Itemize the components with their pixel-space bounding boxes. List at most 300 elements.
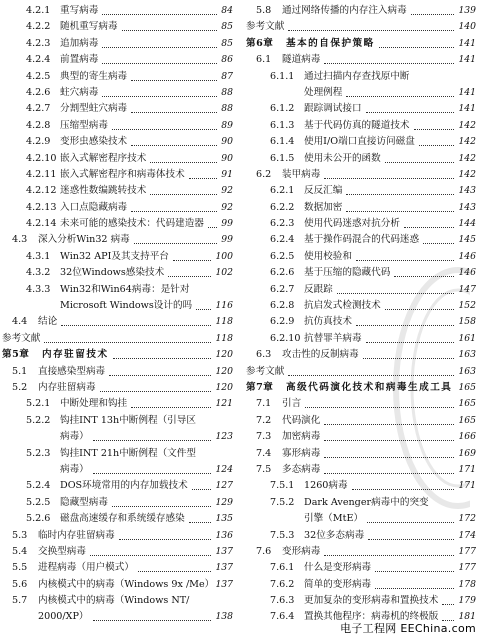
toc-entry-page: 89 xyxy=(221,119,233,131)
toc-entry-page: 123 xyxy=(215,431,233,443)
dot-leader xyxy=(102,85,217,97)
toc-entry-title: 磁盘高速缓存和系统缓存感染 xyxy=(60,513,185,525)
toc-entry-page: 171 xyxy=(458,463,476,475)
toc-entry-number: 4.2.10 xyxy=(26,152,57,164)
toc-entry-number: 4.2.2 xyxy=(26,21,51,33)
toc-entry-title: 数据加密 xyxy=(304,201,343,213)
toc-entry-title: 前置病毒 xyxy=(60,54,99,66)
toc-entry xyxy=(2,380,233,396)
toc-entry-page: 140 xyxy=(458,21,476,33)
toc-entry-title: 2000/XP） xyxy=(38,611,89,623)
dot-leader xyxy=(385,151,454,163)
toc-entry xyxy=(2,101,233,117)
dot-leader xyxy=(368,528,454,540)
toc-entry xyxy=(2,3,233,19)
dot-leader xyxy=(61,314,211,326)
toc-entry-page: 120 xyxy=(215,349,233,361)
dot-leader xyxy=(324,446,454,458)
toc-entry-title: 反反汇编 xyxy=(304,185,343,197)
toc-entry xyxy=(246,200,476,216)
dot-leader xyxy=(109,364,211,376)
dot-leader xyxy=(134,232,217,244)
toc-entry-number: 5.2.5 xyxy=(26,496,51,508)
toc-entry-number: 5.2 xyxy=(12,381,28,393)
toc-entry-title: 结论 xyxy=(38,316,58,328)
toc-entry-number: 6.2.5 xyxy=(270,250,295,262)
toc-entry-number: 4.3 xyxy=(12,234,28,246)
toc-entry-page: 144 xyxy=(458,218,476,230)
dot-leader xyxy=(423,232,454,244)
dot-leader xyxy=(102,52,217,64)
toc-entry-page: 152 xyxy=(458,300,476,312)
toc-entry xyxy=(2,560,233,576)
toc-entry-title: 内核模式中的病毒（Windows 9x /Me） xyxy=(38,578,215,590)
toc-entry-page: 120 xyxy=(215,381,233,393)
toc-entry-number: 7.5 xyxy=(256,463,272,475)
toc-entry-number: 4.2.3 xyxy=(26,37,51,49)
toc-entry-number: 5.2.1 xyxy=(26,398,51,410)
toc-entry-title: 重写病毒 xyxy=(60,5,99,16)
dot-leader xyxy=(93,429,211,441)
toc-entry xyxy=(2,282,233,298)
toc-entry-page: 90 xyxy=(221,152,233,164)
toc-entry-title: 32位Windows感染技术 xyxy=(60,267,165,279)
toc-entry-page: 118 xyxy=(215,332,233,344)
toc-entry-title: DOS环境常用的内存加载技术 xyxy=(60,480,188,492)
dot-leader xyxy=(356,314,454,326)
toc-entry-number: 6.1 xyxy=(256,54,272,66)
toc-entry xyxy=(2,19,233,35)
toc-entry-page: 177 xyxy=(458,545,476,557)
toc-entry-number: 4.2.14 xyxy=(26,218,57,230)
toc-entry-page: 166 xyxy=(458,431,476,443)
chapter-title: 内存驻留技术 xyxy=(42,349,109,361)
toc-entry-title: 进程病毒（用户模式） xyxy=(38,562,134,574)
toc-entry-page: 99 xyxy=(221,234,233,246)
dot-leader xyxy=(375,560,454,572)
toc-entry-title: 参考文献 xyxy=(246,21,285,33)
toc-entry-page: 135 xyxy=(215,513,233,525)
dot-leader xyxy=(411,3,454,15)
dot-leader xyxy=(102,3,217,15)
toc-entry-title: 变形虫感染技术 xyxy=(60,136,128,148)
toc-entry xyxy=(246,347,476,363)
toc-entry-number: 4.2.7 xyxy=(26,103,51,115)
dot-leader xyxy=(337,282,454,294)
toc-entry-title: 分割型蛀穴病毒 xyxy=(60,103,128,115)
toc-entry xyxy=(2,495,233,511)
toc-entry-title: 使用校验和 xyxy=(304,250,352,262)
toc-entry-title: 寡形病毒 xyxy=(282,447,321,459)
toc-entry-number: 7.5.1 xyxy=(270,480,295,492)
toc-entry xyxy=(246,364,476,380)
toc-entry-number: 7.6.2 xyxy=(270,578,295,590)
toc-entry-page: 118 xyxy=(215,316,233,328)
toc-entry xyxy=(246,249,476,265)
dot-leader xyxy=(192,478,211,490)
toc-entry-title: 使用未公开的函数 xyxy=(304,152,381,164)
toc-entry-page: 142 xyxy=(458,136,476,148)
toc-entry-number: 4.2.11 xyxy=(26,168,57,180)
chapter-title: 高级代码演化技术和病毒生成工具 xyxy=(286,381,453,393)
toc-entry-page: 99 xyxy=(221,218,233,230)
toc-entry-page: 136 xyxy=(215,529,233,541)
toc-entry-page: 92 xyxy=(221,201,233,213)
dot-leader xyxy=(356,249,454,261)
toc-entry-number: 5.2.4 xyxy=(26,480,51,492)
dot-leader xyxy=(119,528,211,540)
toc-entry-page: 84 xyxy=(221,5,233,16)
dot-leader xyxy=(346,85,454,97)
toc-entry xyxy=(246,380,476,396)
toc-entry-page: 139 xyxy=(458,5,476,16)
toc-entry xyxy=(2,429,233,445)
toc-entry-number: 7.3 xyxy=(256,431,272,443)
dot-leader xyxy=(113,347,211,359)
toc-entry xyxy=(2,183,233,199)
toc-entry xyxy=(2,462,233,478)
dot-leader xyxy=(189,167,217,179)
dot-leader xyxy=(173,249,211,261)
toc-entry-page: 171 xyxy=(458,480,476,492)
toc-entry xyxy=(2,331,233,347)
toc-entry-number: 6.2 xyxy=(256,168,272,180)
toc-entry-page: 137 xyxy=(215,562,233,574)
toc-entry-page: 165 xyxy=(458,398,476,410)
toc-entry-title: 跟踪调试接口 xyxy=(304,103,362,115)
toc-entry-page: 100 xyxy=(215,250,233,262)
toc-entry-page: 142 xyxy=(458,119,476,131)
toc-entry-title: 1260病毒 xyxy=(304,480,348,492)
toc-entry-title: 临时内存驻留病毒 xyxy=(38,529,115,541)
dot-leader xyxy=(324,413,454,425)
toc-entry xyxy=(2,69,233,85)
dot-leader xyxy=(150,183,217,195)
toc-entry-number: 4.3.2 xyxy=(26,267,51,279)
toc-entry-page: 147 xyxy=(458,283,476,295)
toc-entry-title: 使用I/O端口直接访问磁盘 xyxy=(304,136,415,148)
dot-leader xyxy=(414,118,454,130)
toc-entry-number: 5.4 xyxy=(12,545,28,557)
toc-entry xyxy=(246,85,476,101)
dot-leader xyxy=(90,544,211,556)
toc-entry xyxy=(246,446,476,462)
toc-entry xyxy=(2,593,233,609)
dot-leader xyxy=(346,200,454,212)
toc-entry-title: 深入分析Win32 病毒 xyxy=(38,234,130,246)
toc-entry-number: 7.4 xyxy=(256,447,272,459)
dot-leader xyxy=(131,134,217,146)
toc-entry-page: 169 xyxy=(458,447,476,459)
toc-entry-page: 141 xyxy=(458,103,476,115)
toc-entry-title: Dark Avenger病毒中的突变 xyxy=(304,496,429,508)
toc-entry-page: 143 xyxy=(458,201,476,213)
toc-entry-title: 中断处理和钩挂 xyxy=(60,398,128,410)
toc-entry-title: 抗替罪羊病毒 xyxy=(304,332,362,344)
toc-entry-page: 165 xyxy=(458,414,476,426)
toc-entry xyxy=(2,249,233,265)
toc-entry-page: 141 xyxy=(458,86,476,98)
toc-entry xyxy=(246,429,476,445)
toc-entry-title: Microsoft Windows设计的吗 xyxy=(60,300,193,312)
toc-entry xyxy=(2,52,233,68)
toc-entry xyxy=(246,232,476,248)
toc-entry xyxy=(246,52,476,68)
toc-entry-title: 简单的变形病毒 xyxy=(304,578,372,590)
dot-leader xyxy=(112,495,211,507)
toc-entry xyxy=(246,101,476,117)
toc-entry-number: 6.2.9 xyxy=(270,316,295,328)
dot-leader xyxy=(404,216,454,228)
toc-entry-number: 6.2.7 xyxy=(270,283,295,295)
toc-entry xyxy=(246,314,476,330)
toc-entry xyxy=(246,282,476,298)
toc-entry-title: 通过网络传播的内存注入病毒 xyxy=(282,5,407,16)
dot-leader xyxy=(352,478,454,490)
toc-entry-page: 137 xyxy=(215,545,233,557)
toc-entry xyxy=(2,511,233,527)
toc-entry-number: 6.2.8 xyxy=(270,300,295,312)
toc-entry-number: 4.2.5 xyxy=(26,70,51,82)
toc-entry-number: 6.2.10 xyxy=(270,332,301,344)
toc-entry-title: 病毒） xyxy=(60,431,89,443)
toc-entry xyxy=(2,413,233,429)
toc-entry-page: 181 xyxy=(458,611,476,623)
toc-entry-page: 87 xyxy=(221,70,233,82)
toc-entry-number: 7.6 xyxy=(256,545,272,557)
toc-entry-page: 129 xyxy=(215,496,233,508)
toc-entry-title: 反跟踪 xyxy=(304,283,333,295)
toc-entry-number: 6.1.5 xyxy=(270,152,295,164)
toc-entry-page: 85 xyxy=(221,37,233,49)
dot-leader xyxy=(305,396,454,408)
dot-leader xyxy=(93,462,211,474)
toc-entry xyxy=(246,478,476,494)
toc-entry-title: 什么是变形病毒 xyxy=(304,562,372,574)
dot-leader xyxy=(131,396,211,408)
dot-leader xyxy=(131,200,217,212)
toc-right-column xyxy=(246,3,476,626)
toc-entry xyxy=(246,298,476,314)
toc-entry-title: Win32 API及其支持平台 xyxy=(60,250,169,262)
toc-entry xyxy=(2,232,233,248)
toc-entry-title: 更加复杂的变形病毒和置换技术 xyxy=(304,595,439,607)
toc-entry-title: 蛀穴病毒 xyxy=(60,86,99,98)
dot-leader xyxy=(324,429,454,441)
toc-entry-page: 127 xyxy=(215,480,233,492)
toc-entry xyxy=(246,593,476,609)
toc-entry xyxy=(246,134,476,150)
dot-leader xyxy=(93,609,211,621)
toc-entry-title: 多态病毒 xyxy=(282,463,321,475)
toc-entry-title: 引言 xyxy=(282,398,302,410)
toc-entry-number: 第6章 xyxy=(246,37,274,49)
toc-entry-title: 基于操作码混合的代码迷惑 xyxy=(304,234,420,246)
toc-entry xyxy=(2,577,233,593)
toc-entry-page: 141 xyxy=(458,37,476,49)
dot-leader xyxy=(44,331,211,343)
toc-entry-page: 174 xyxy=(458,529,476,541)
toc-entry-page: 90 xyxy=(221,136,233,148)
site-watermark: 电子工程网 EEChina.com xyxy=(340,622,476,635)
toc-entry-page: 172 xyxy=(458,513,476,525)
toc-entry xyxy=(2,216,233,232)
toc-entry-number: 7.5.3 xyxy=(270,529,295,541)
toc-entry-page: 85 xyxy=(221,21,233,33)
toc-entry-title: 参考文献 xyxy=(2,332,41,344)
toc-entry-page: 137 xyxy=(215,578,233,590)
toc-entry xyxy=(246,396,476,412)
toc-entry xyxy=(246,183,476,199)
toc-entry xyxy=(246,265,476,281)
toc-entry-title: 嵌入式解密程序技术 xyxy=(60,152,147,164)
toc-entry-number: 7.5.2 xyxy=(270,496,295,508)
toc-entry xyxy=(246,495,476,511)
toc-entry-number: 第7章 xyxy=(246,381,274,393)
toc-entry-page: 163 xyxy=(458,349,476,361)
dot-leader xyxy=(363,347,454,359)
toc-entry-title: 变形病毒 xyxy=(282,545,321,557)
toc-entry-number: 6.2.6 xyxy=(270,267,295,279)
toc-entry-number: 4.2.13 xyxy=(26,201,57,213)
toc-entry-page: 138 xyxy=(215,611,233,623)
toc-entry-page: 146 xyxy=(458,250,476,262)
toc-entry-title: 基于压缩的隐藏代码 xyxy=(304,267,391,279)
dot-leader xyxy=(385,298,454,310)
toc-entry-title: 引擎（MtE） xyxy=(304,513,364,525)
toc-entry xyxy=(2,396,233,412)
toc-entry xyxy=(246,3,476,19)
toc-entry-number: 4.2.8 xyxy=(26,119,51,131)
toc-entry xyxy=(2,347,233,363)
dot-leader xyxy=(189,511,211,523)
toc-entry-number: 7.6.3 xyxy=(270,595,295,607)
toc-entry-title: 内存驻留病毒 xyxy=(38,381,96,393)
toc-entry-title: 钩挂INT 21h中断例程（文件型 xyxy=(60,447,196,459)
dot-leader xyxy=(102,36,217,48)
toc-entry-title: 基于代码仿真的隧道技术 xyxy=(304,119,410,131)
toc-entry-page: 178 xyxy=(458,578,476,590)
toc-entry-page: 158 xyxy=(458,316,476,328)
toc-entry xyxy=(2,151,233,167)
toc-entry-title: 病毒） xyxy=(60,463,89,475)
toc-entry-number: 5.8 xyxy=(256,5,272,16)
toc-entry xyxy=(2,36,233,52)
toc-entry-number: 4.2.4 xyxy=(26,54,51,66)
toc-entry-title: 32位多态病毒 xyxy=(304,529,365,541)
toc-entry xyxy=(246,167,476,183)
toc-entry xyxy=(2,609,233,625)
dot-leader xyxy=(367,511,454,523)
toc-entry-number: 6.1.2 xyxy=(270,103,295,115)
dot-leader xyxy=(168,265,211,277)
toc-entry-number: 7.6.1 xyxy=(270,562,295,574)
toc-entry-number: 6.2.2 xyxy=(270,201,295,213)
chapter-title: 基本的自保护策略 xyxy=(286,37,375,49)
toc-entry-number: 6.1.4 xyxy=(270,136,295,148)
toc-entry-title: 钩挂INT 13h中断例程（引导区 xyxy=(60,414,196,426)
toc-entry-page: 143 xyxy=(458,185,476,197)
toc-entry-title: 加密病毒 xyxy=(282,431,321,443)
toc-entry-number: 4.2.9 xyxy=(26,136,51,148)
toc-entry-page: 161 xyxy=(458,332,476,344)
toc-entry-title: 装甲病毒 xyxy=(282,168,321,180)
dot-leader xyxy=(324,167,454,179)
toc-entry-title: Win32和Win64病毒：是针对 xyxy=(60,283,190,295)
dot-leader xyxy=(131,101,217,113)
toc-entry-title: 随机重写病毒 xyxy=(60,21,118,33)
toc-entry-page: 124 xyxy=(215,463,233,475)
dot-leader xyxy=(375,577,454,589)
toc-entry-number: 5.5 xyxy=(12,562,28,574)
toc-entry-title: 迷惑性数编跳转技术 xyxy=(60,185,147,197)
toc-entry-number: 7.1 xyxy=(256,398,272,410)
toc-entry-page: 120 xyxy=(215,365,233,377)
toc-entry xyxy=(246,544,476,560)
toc-entry-number: 4.2.1 xyxy=(26,5,51,16)
toc-entry-title: 典型的寄生病毒 xyxy=(60,70,128,82)
toc-entry-page: 145 xyxy=(458,234,476,246)
toc-entry-number: 6.3 xyxy=(256,349,272,361)
dot-leader xyxy=(112,118,217,130)
toc-entry xyxy=(2,446,233,462)
toc-entry-page: 92 xyxy=(221,185,233,197)
toc-entry-title: 嵌入式解密程序和病毒体技术 xyxy=(60,168,185,180)
toc-entry xyxy=(246,36,476,52)
toc-entry-page: 142 xyxy=(458,168,476,180)
dot-leader xyxy=(122,19,217,31)
toc-entry-title: 抗仿真技术 xyxy=(304,316,352,328)
toc-entry-page: 86 xyxy=(221,54,233,66)
toc-entry xyxy=(246,19,476,35)
toc-entry xyxy=(246,413,476,429)
dot-leader xyxy=(366,101,454,113)
dot-leader xyxy=(346,183,454,195)
dot-leader xyxy=(150,151,217,163)
toc-entry-title: 抗启发式检测技术 xyxy=(304,300,381,312)
toc-left-column xyxy=(2,3,233,626)
toc-entry-title: 未来可能的感染技术：代码建造器 xyxy=(60,218,204,230)
toc-entry-number: 4.4 xyxy=(12,316,28,328)
toc-entry-title: 攻击性的反制病毒 xyxy=(282,349,359,361)
toc-entry xyxy=(2,200,233,216)
toc-entry-number: 6.2.3 xyxy=(270,218,295,230)
toc-entry-page: 179 xyxy=(458,595,476,607)
toc-entry-page: 88 xyxy=(221,86,233,98)
dot-leader xyxy=(324,52,454,64)
toc-entry xyxy=(246,528,476,544)
toc-entry xyxy=(2,167,233,183)
dot-leader xyxy=(288,364,454,376)
toc-entry-number: 7.6.4 xyxy=(270,611,295,623)
dot-leader xyxy=(324,462,454,474)
toc-entry xyxy=(2,265,233,281)
toc-entry xyxy=(2,528,233,544)
toc-entry-title: 内核模式中的病毒（Windows NT/ xyxy=(38,595,190,607)
dot-leader xyxy=(379,36,454,48)
dot-leader xyxy=(208,216,217,228)
toc-entry-title: 入口点隐藏病毒 xyxy=(60,201,128,213)
toc-entry xyxy=(2,544,233,560)
toc-entry-title: 压缩型病毒 xyxy=(60,119,108,131)
toc-entry-page: 121 xyxy=(215,398,233,410)
dot-leader xyxy=(138,560,211,572)
toc-entry-number: 5.2.3 xyxy=(26,447,51,459)
toc-entry xyxy=(246,216,476,232)
toc-entry xyxy=(2,298,233,314)
toc-entry-page: 116 xyxy=(215,300,233,312)
toc-entry-number: 6.1.3 xyxy=(270,119,295,131)
